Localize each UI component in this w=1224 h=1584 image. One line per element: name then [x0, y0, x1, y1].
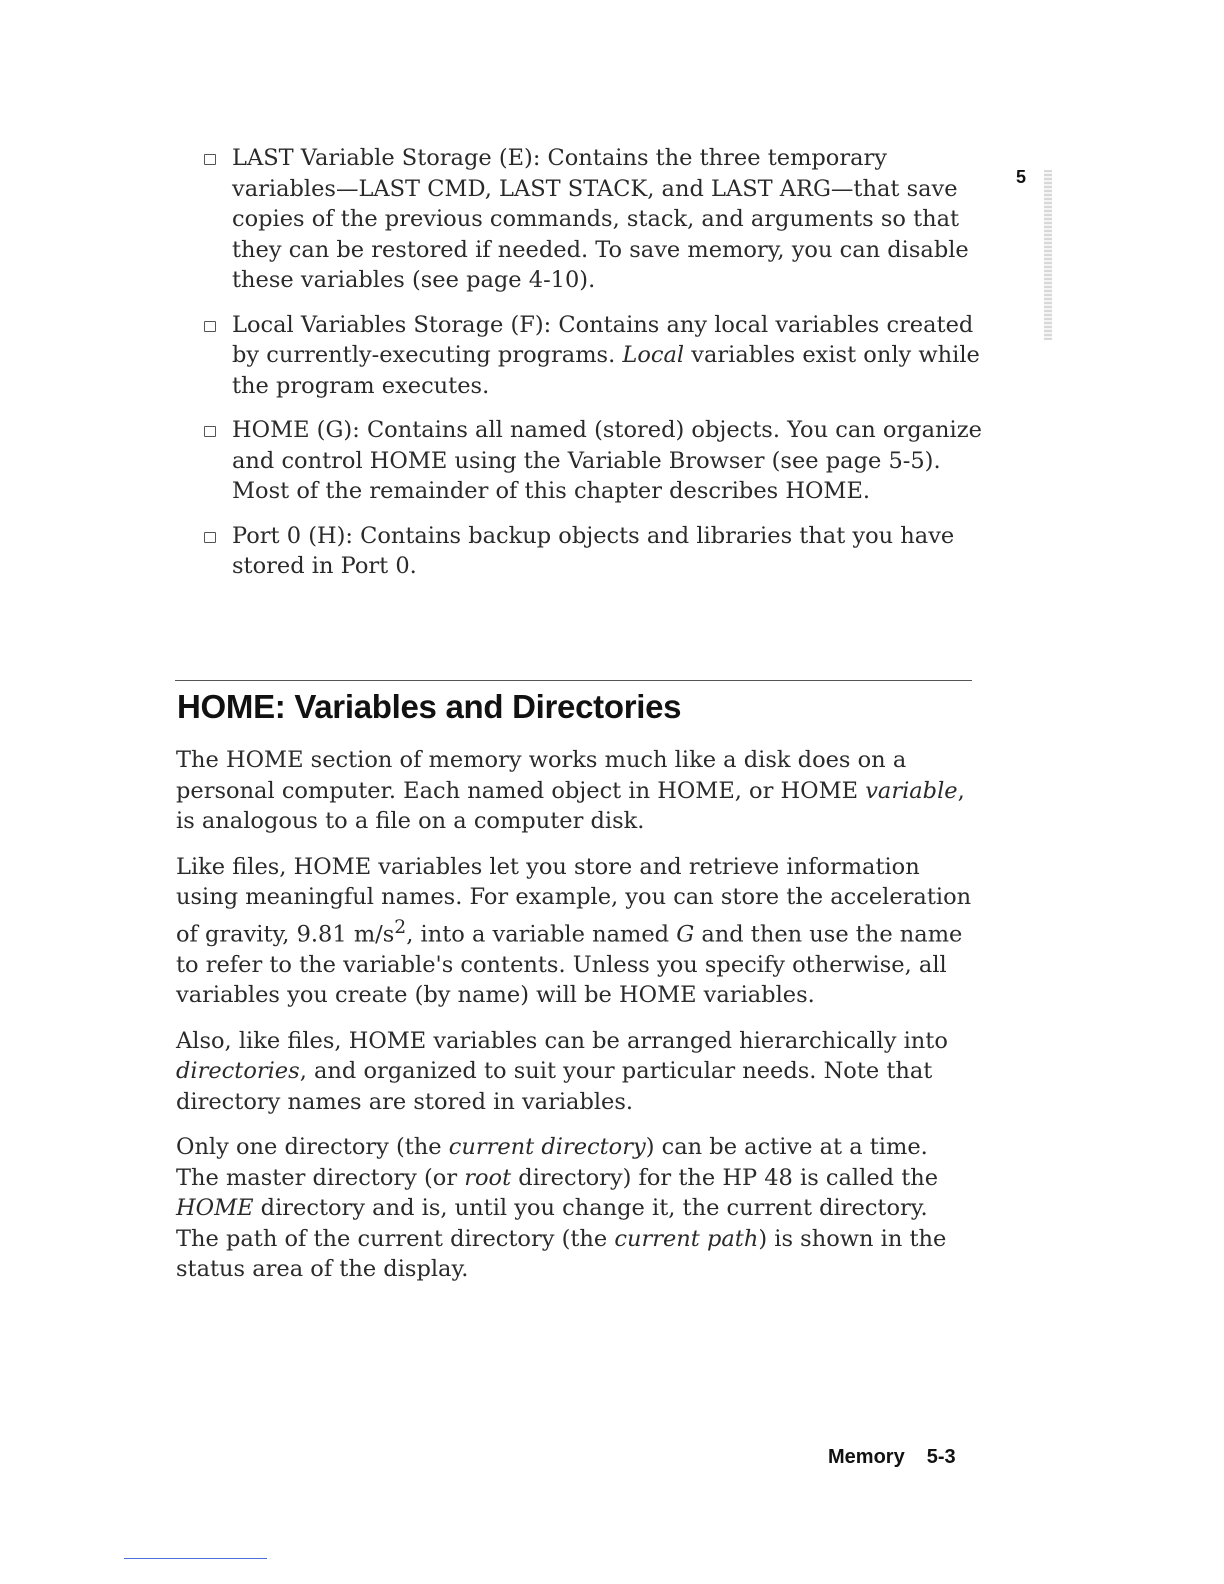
bullet-text: Port 0 (H): Contains backup objects and libraries that you have stored in Port 0.: [232, 522, 955, 579]
paragraph: Like files, HOME variables let you store and retrieve information using meaningful names. For example, you can store the acceleration of gravity, 9.81 $m/s^2$, into a variable named G and then use the name to refer to the variable's contents. Unless you specify otherwise, all variables you create (by name) will be HOME variables.: [176, 853, 972, 1008]
page-footer: [828, 1446, 956, 1469]
bottom-rule: [124, 1558, 267, 1559]
paragraph: Only one directory (the current directory) can be active at a time. The master directory (or root directory) for the HP 48 is called the HOME directory and is, until you change it, the current directory. The path of the current directory (the current path) is shown in the status area of the display.: [176, 1134, 947, 1282]
chapter-tab-strip: [1044, 170, 1052, 340]
bullet-item-home: [203, 415, 983, 507]
emphasis: Local: [622, 342, 685, 368]
footer-chapter-label: Memory: [828, 1446, 905, 1468]
bullet-text: HOME (G): Contains all named (stored) objects. You can organize and control HOME using the Variable Browser (see page 5-5). Most of the remainder of this chapter describes HOME.: [232, 417, 982, 504]
paragraph: The HOME section of memory works much like a disk does on a personal computer. Each named object in HOME, or HOME variable, is analogous to a file on a computer disk.: [176, 747, 965, 834]
bullet-box-icon: [204, 321, 216, 332]
page-number: 5-3: [926, 1446, 956, 1468]
bullet-box-icon: [204, 532, 216, 543]
section-body: [176, 745, 976, 1300]
bullet-box-icon: [204, 154, 216, 165]
bullet-item-port0: [203, 521, 983, 582]
chapter-tab-number: 5: [1016, 167, 1027, 187]
bullet-box-icon: [204, 426, 216, 437]
section-divider: [175, 680, 972, 681]
section-heading: HOME: Variables and Directories: [177, 688, 682, 725]
bullet-list: [203, 143, 983, 596]
bullet-text: LAST Variable Storage (E): Contains the three temporary variables—LAST CMD, LAST STACK, and LAST ARG—that save copies of the previous commands, stack, and arguments so that they can be restored if needed. To save memory, you can disable these variables (see page 4-10).: [232, 145, 969, 293]
bullet-item-local-storage: [203, 310, 983, 402]
paragraph: Also, like files, HOME variables can be arranged hierarchically into directories, and organized to suit your particular needs. Note that directory names are stored in variables.: [176, 1027, 948, 1115]
bullet-text: Local Variables Storage (F): Contains any local variables created by currently-executing programs. Local variables exist only while the program executes.: [232, 311, 980, 399]
bullet-item-last-storage: [203, 143, 983, 296]
